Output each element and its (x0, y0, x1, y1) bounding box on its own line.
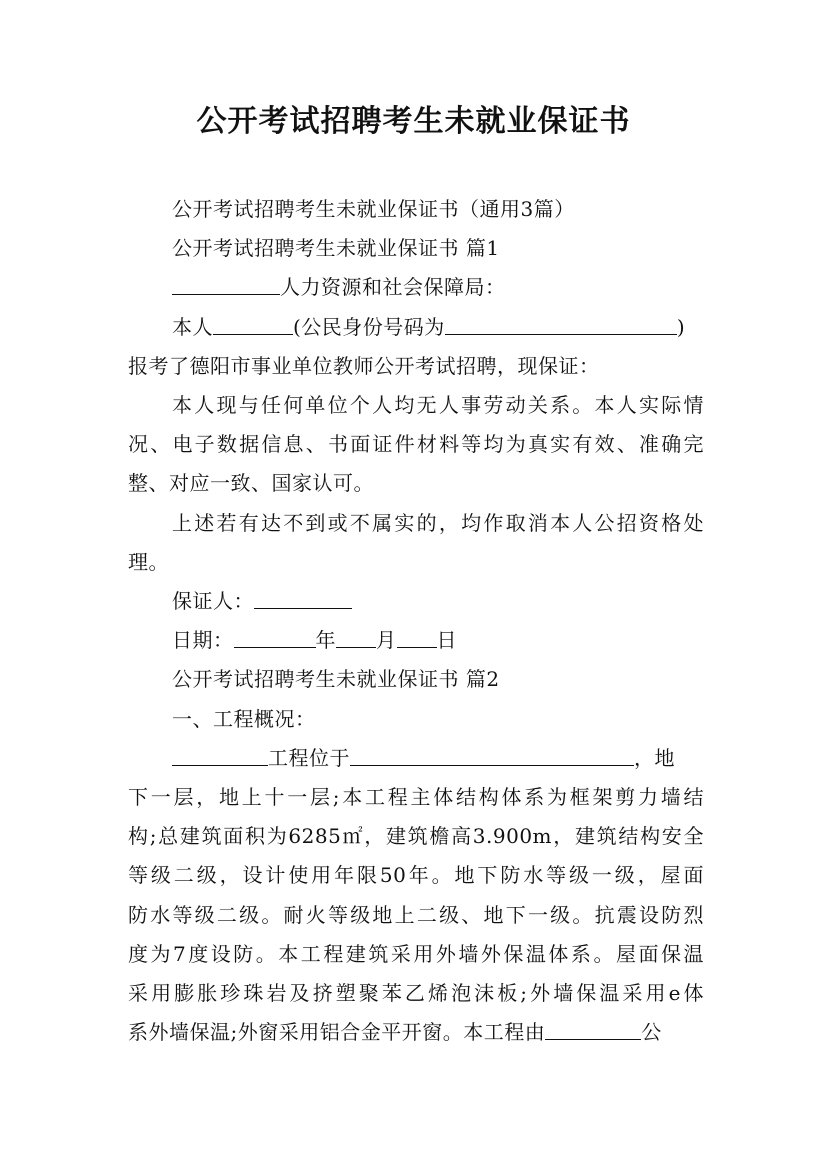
statement-1-line-1: 本人现与任何单位个人均无人事劳动关系。本人实际情 (172, 393, 704, 418)
intro-line: 公开考试招聘考生未就业保证书（通用3篇） (172, 197, 575, 221)
addressee-blank (172, 272, 280, 295)
project-line-5: 防水等级二级。耐火等级地上二级、地下一级。抗震设防烈 (128, 902, 704, 927)
project-line-4: 等级二级，设计使用年限50年。地下防水等级一级，屋面 (128, 863, 704, 888)
project-name-blank (172, 743, 268, 766)
project-line-2: 下一层，地上十一层;本工程主体结构体系为框架剪力墙结 (128, 785, 704, 810)
document-body (128, 190, 704, 1052)
guarantor-blank (254, 586, 352, 609)
addressee-text: 人力资源和社会保障局： (280, 275, 506, 300)
section-heading-2: 公开考试招聘考生未就业保证书 篇2 (172, 667, 500, 692)
project-line-6: 度为7度设防。本工程建筑采用外墙外保温体系。屋面保温 (128, 941, 704, 966)
month-label: 月 (376, 628, 397, 653)
document-title: 公开考试招聘考生未就业保证书 (196, 104, 631, 139)
name-blank (213, 312, 293, 335)
date-label: 日期： (172, 628, 234, 653)
project-line-7: 采用膨胀珍珠岩及挤塑聚苯乙烯泡沫板;外墙保温采用e体 (128, 981, 704, 1006)
project-location-blank (350, 743, 634, 766)
statement-2-line-2: 理。 (128, 549, 169, 574)
statement-2-line-1: 上述若有达不到或不属实的，均作取消本人公招资格处 (172, 510, 704, 535)
self-line (128, 308, 704, 347)
contractor-blank (545, 1017, 641, 1040)
id-close: ) (676, 314, 686, 339)
project-line-3: 构;总建筑面积为6285㎡，建筑檐高3.900m，建筑结构安全 (128, 824, 704, 849)
project-line-1-end: ，地 (634, 745, 675, 770)
project-line-8-text: 系外墙保温;外窗采用铝合金平开窗。本工程由 (128, 1020, 546, 1045)
project-location-label: 工程位于 (268, 745, 350, 770)
guarantor-line (128, 582, 704, 621)
year-blank (234, 625, 316, 648)
id-label: (公民身份号码为 (293, 314, 445, 339)
self-label: 本人 (172, 314, 213, 339)
month-blank (336, 625, 376, 648)
id-number-blank (445, 312, 677, 335)
section-heading-1: 公开考试招聘考生未就业保证书 篇1 (172, 236, 500, 261)
addressee-line (128, 268, 704, 307)
project-line-8 (128, 1013, 704, 1052)
applied-line: 报考了德阳市事业单位教师公开考试招聘，现保证： (128, 353, 600, 378)
day-blank (397, 625, 437, 648)
project-line-1 (128, 739, 704, 778)
statement-1-line-3: 整、对应一致、国家认可。 (128, 471, 374, 496)
date-line (128, 621, 704, 660)
statement-1-line-2: 况、电子数据信息、书面证件材料等均为真实有效、准确完 (128, 432, 704, 457)
guarantor-label: 保证人： (172, 589, 254, 614)
project-line-8-end: 公 (641, 1020, 662, 1045)
day-label: 日 (436, 628, 457, 653)
section-1-heading: 一、工程概况： (172, 706, 316, 731)
year-label: 年 (315, 628, 336, 653)
